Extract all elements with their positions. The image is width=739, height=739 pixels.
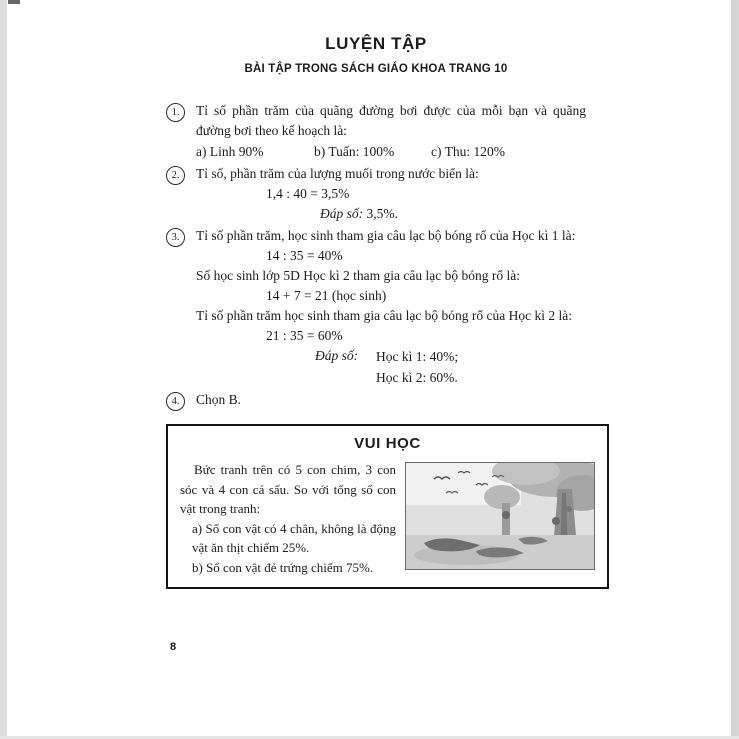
- problem-1-answer-a: a) Linh 90%: [196, 144, 264, 159]
- fun-learning-title: VUI HỌC: [354, 435, 421, 452]
- problem-4-number: 4.: [166, 392, 185, 411]
- problem-3-calculation-3: 21 : 35 = 60%: [266, 328, 343, 343]
- forest-animals-illustration: [405, 462, 595, 570]
- problem-2-answer-line: [320, 204, 586, 224]
- problem-3-answer-values: [376, 346, 458, 388]
- fun-learning-intro: Bức tranh trên có 5 con chim, 3 con sóc và 4 con cá sấu. So với tổng số con vật trong tranh:: [180, 462, 396, 516]
- page-edge-right: [731, 0, 739, 739]
- problem-2-number: 2.: [166, 166, 185, 185]
- problem-1-answers: [196, 142, 586, 162]
- problem-2: [166, 164, 586, 224]
- fun-learning-body: [180, 460, 595, 577]
- problem-1-answer-c: c) Thu: 120%: [431, 144, 505, 159]
- problem-1: [166, 101, 586, 162]
- problem-3-calculation-2: 14 + 7 = 21 (học sinh): [266, 288, 387, 303]
- problem-2-answer-label: Đáp số:: [320, 206, 364, 221]
- fun-learning-item-b: b) Số con vật đẻ trứng chiếm 75%.: [192, 559, 374, 575]
- problem-3: [166, 226, 586, 388]
- problem-3-text-3: Tỉ số phần trăm học sinh tham gia câu lạc bộ bóng rổ của Học kì 2 là:: [196, 308, 573, 323]
- scan-artifact: [8, 0, 20, 4]
- page-title: LUYỆN TẬP: [325, 34, 427, 53]
- problem-1-answer-b: b) Tuấn: 100%: [314, 144, 395, 159]
- problem-1-text: Tỉ số phần trăm của quãng đường bơi được của mỗi bạn và quãng đường bơi theo kế hoạch là:: [196, 103, 586, 138]
- problem-2-text: Tỉ số, phần trăm của lượng muối trong nước biển là:: [196, 166, 479, 181]
- fun-learning-box: [166, 424, 609, 589]
- problem-3-text-1: Tỉ số phần trăm, học sinh tham gia câu lạc bộ bóng rổ của Học kì 1 là:: [196, 228, 576, 243]
- problem-3-answer-line-2: Học kì 2: 60%.: [376, 370, 458, 385]
- fun-learning-item-a: a) Số con vật có 4 chân, không là động vật ăn thịt chiếm 25%.: [192, 520, 396, 555]
- problem-3-answer-label: Đáp số:: [315, 348, 359, 363]
- problem-3-answer-line-1: Học kì 1: 40%;: [376, 349, 459, 364]
- problem-2-calculation: 1,4 : 40 = 3,5%: [266, 186, 350, 201]
- page-subtitle: BÀI TẬP TRONG SÁCH GIÁO KHOA TRANG 10: [244, 63, 508, 75]
- problem-4-text: Chọn B.: [196, 392, 242, 407]
- forest-scene-graphic: [406, 463, 594, 569]
- page-content: [166, 34, 586, 589]
- problem-4: [166, 390, 586, 410]
- problem-3-text-2: Số học sinh lớp 5D Học kì 2 tham gia câu lạc bộ bóng rổ là:: [196, 268, 520, 283]
- page-edge-left: [0, 0, 7, 739]
- problem-2-answer-value: 3,5%.: [366, 206, 398, 221]
- problem-3-calculation-1: 14 : 35 = 40%: [266, 248, 343, 263]
- problem-1-number: 1.: [166, 103, 185, 122]
- problem-3-answer-block: [315, 346, 586, 388]
- page-number: 8: [170, 641, 177, 653]
- problem-3-number: 3.: [166, 228, 185, 247]
- fun-learning-text: [180, 460, 396, 577]
